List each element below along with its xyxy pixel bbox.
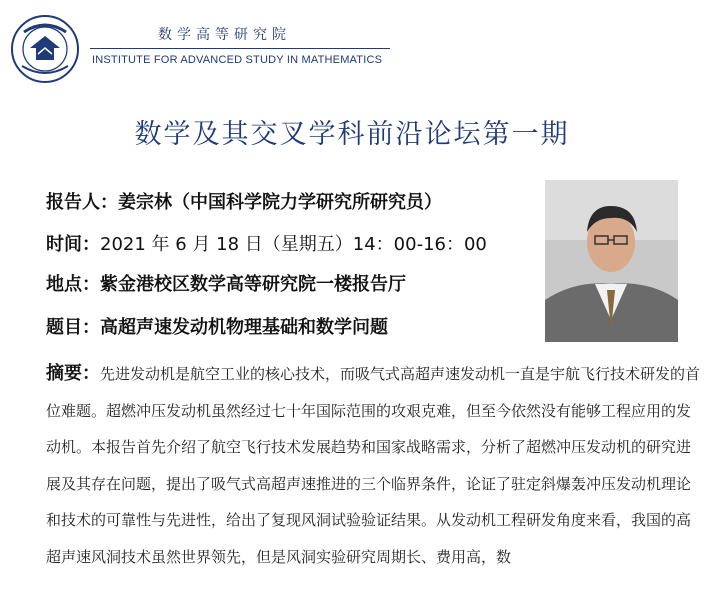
topic-line [46, 313, 388, 339]
speaker-portrait-photo [545, 180, 678, 342]
speaker-value: 姜宗林（中国科学院力学研究所研究员） [118, 192, 442, 213]
header-divider [90, 48, 390, 49]
abstract-paragraph [46, 356, 704, 576]
topic-value: 高超声速发动机物理基础和数学问题 [100, 317, 388, 338]
location-line [46, 270, 406, 296]
institute-name-cn: 数学高等研究院 [158, 27, 291, 43]
topic-label: 题目： [46, 317, 100, 338]
institute-name-en: INSTITUTE FOR ADVANCED STUDY IN MATHEMATICS [92, 54, 383, 66]
location-label: 地点： [46, 274, 100, 295]
speaker-label: 报告人： [46, 192, 118, 213]
page-title: 数学及其交叉学科前沿论坛第一期 [134, 119, 570, 150]
location-value: 紫金港校区数学高等研究院一楼报告厅 [100, 274, 406, 295]
time-value: 2021 年 6 月 18 日（星期五）14：00-16：00 [100, 234, 487, 255]
abstract-label: 摘要： [46, 363, 100, 384]
time-label: 时间： [46, 234, 100, 255]
abstract-text: 先进发动机是航空工业的核心技术，而吸气式高超声速发动机一直是宇航飞行技术研发的首位难题。超燃冲压发动机虽然经过七十年国际范围的攻艰克难，但至今依然没有能够工程应用的发动机。本报告首先介绍了航空飞行技术发展趋势和国家战略需求，分析了超燃冲压发动机的研究进展及其存在问题，提出了吸气式高超声速推进的三个临界条件，论证了驻定斜爆轰冲压发动机理论和技术的可靠性与先进性，给出了复现风洞试验验证结果。从发动机工程研发角度来看，我国的高超声速风洞技术虽然世界领先，但是风洞实验研究周期长、费用高，数 [46, 365, 701, 566]
speaker-line [46, 188, 442, 214]
zhejiang-university-seal-icon [10, 14, 80, 84]
time-line [46, 230, 487, 256]
